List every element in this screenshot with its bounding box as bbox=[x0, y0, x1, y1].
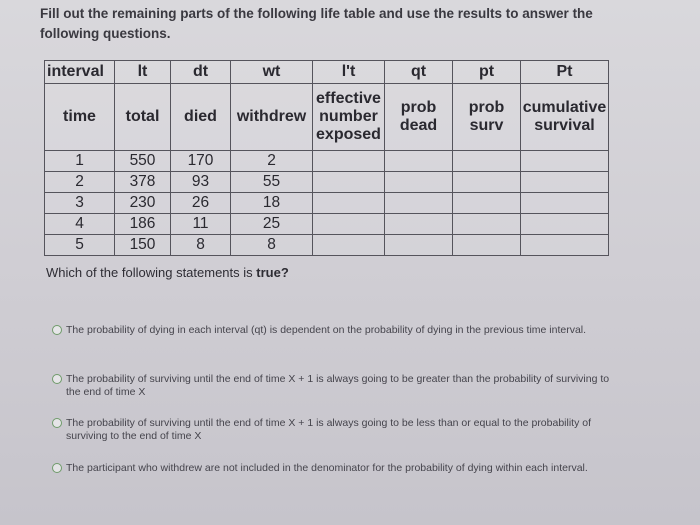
cell-died: 26 bbox=[171, 193, 231, 214]
answer-option-label: The probability of surviving until the end of time X + 1 is always going to be greater than the probability of surviving to the end of time X bbox=[66, 373, 610, 398]
cell-effective-exposed[interactable] bbox=[313, 172, 385, 193]
header-symbol-interval: interval bbox=[45, 61, 115, 84]
cell-total: 150 bbox=[115, 235, 171, 256]
header-effective-number-exposed: effective number exposed bbox=[313, 84, 385, 151]
cell-prob-surv[interactable] bbox=[453, 172, 521, 193]
question-text bbox=[46, 265, 289, 280]
cell-died: 11 bbox=[171, 214, 231, 235]
cell-total: 186 bbox=[115, 214, 171, 235]
cell-total: 378 bbox=[115, 172, 171, 193]
header-symbol-l-prime-t: l't bbox=[313, 61, 385, 84]
cell-effective-exposed[interactable] bbox=[313, 151, 385, 172]
table-row bbox=[45, 172, 609, 193]
cell-died: 93 bbox=[171, 172, 231, 193]
cell-prob-surv[interactable] bbox=[453, 151, 521, 172]
answer-option-label: The probability of surviving until the end of time X + 1 is always going to be less than or equal to the probability of surviving to the end of time X bbox=[66, 417, 592, 442]
cell-effective-exposed[interactable] bbox=[313, 193, 385, 214]
cell-prob-dead[interactable] bbox=[385, 193, 453, 214]
cell-withdrew: 2 bbox=[231, 151, 313, 172]
header-prob-surv: prob surv bbox=[453, 84, 521, 151]
header-symbol-cap-pt: Pt bbox=[521, 61, 609, 84]
header-cumulative-survival: cumulative survival bbox=[521, 84, 609, 151]
table-row bbox=[45, 214, 609, 235]
answer-option-label: The participant who withdrew are not included in the denominator for the probability of dying within each interval. bbox=[66, 462, 588, 474]
header-symbol-qt: qt bbox=[385, 61, 453, 84]
instructions-text: Fill out the remaining parts of the following life table and use the results to answer the following questions. bbox=[40, 6, 593, 41]
cell-withdrew: 25 bbox=[231, 214, 313, 235]
cell-withdrew: 8 bbox=[231, 235, 313, 256]
header-withdrew: withdrew bbox=[231, 84, 313, 151]
life-table bbox=[44, 60, 609, 256]
cell-total: 550 bbox=[115, 151, 171, 172]
table-symbol-row bbox=[45, 61, 609, 84]
answer-option-4[interactable] bbox=[52, 462, 612, 475]
header-prob-dead: prob dead bbox=[385, 84, 453, 151]
answer-option-3[interactable] bbox=[52, 417, 612, 443]
cell-died: 8 bbox=[171, 235, 231, 256]
radio-button-icon[interactable] bbox=[52, 374, 62, 384]
cell-withdrew: 18 bbox=[231, 193, 313, 214]
header-symbol-dt: dt bbox=[171, 61, 231, 84]
cell-time: 1 bbox=[45, 151, 115, 172]
cell-effective-exposed[interactable] bbox=[313, 214, 385, 235]
table-row bbox=[45, 235, 609, 256]
header-died: died bbox=[171, 84, 231, 151]
answer-option-2[interactable] bbox=[52, 373, 612, 399]
cell-total: 230 bbox=[115, 193, 171, 214]
answer-option-1[interactable] bbox=[52, 324, 612, 337]
table-row bbox=[45, 193, 609, 214]
cell-prob-surv[interactable] bbox=[453, 193, 521, 214]
header-time: time bbox=[45, 84, 115, 151]
answer-option-label: The probability of dying in each interval (qt) is dependent on the probability of dying in the previous time interval. bbox=[66, 324, 587, 336]
cell-time: 3 bbox=[45, 193, 115, 214]
question-emphasis: true? bbox=[256, 265, 289, 280]
cell-cumulative-survival[interactable] bbox=[521, 172, 609, 193]
cell-cumulative-survival[interactable] bbox=[521, 235, 609, 256]
header-symbol-lt: lt bbox=[115, 61, 171, 84]
cell-time: 2 bbox=[45, 172, 115, 193]
cell-prob-dead[interactable] bbox=[385, 235, 453, 256]
cell-prob-surv[interactable] bbox=[453, 214, 521, 235]
radio-button-icon[interactable] bbox=[52, 463, 62, 473]
cell-prob-dead[interactable] bbox=[385, 214, 453, 235]
table-row bbox=[45, 151, 609, 172]
cell-withdrew: 55 bbox=[231, 172, 313, 193]
table-header-row bbox=[45, 84, 609, 151]
header-symbol-wt: wt bbox=[231, 61, 313, 84]
cell-cumulative-survival[interactable] bbox=[521, 151, 609, 172]
radio-button-icon[interactable] bbox=[52, 325, 62, 335]
header-total: total bbox=[115, 84, 171, 151]
cell-time: 5 bbox=[45, 235, 115, 256]
cell-prob-dead[interactable] bbox=[385, 172, 453, 193]
radio-button-icon[interactable] bbox=[52, 418, 62, 428]
cell-died: 170 bbox=[171, 151, 231, 172]
cell-cumulative-survival[interactable] bbox=[521, 214, 609, 235]
cell-prob-dead[interactable] bbox=[385, 151, 453, 172]
cell-prob-surv[interactable] bbox=[453, 235, 521, 256]
cell-effective-exposed[interactable] bbox=[313, 235, 385, 256]
header-symbol-pt: pt bbox=[453, 61, 521, 84]
cell-cumulative-survival[interactable] bbox=[521, 193, 609, 214]
cell-time: 4 bbox=[45, 214, 115, 235]
question-prefix: Which of the following statements is bbox=[46, 265, 253, 280]
